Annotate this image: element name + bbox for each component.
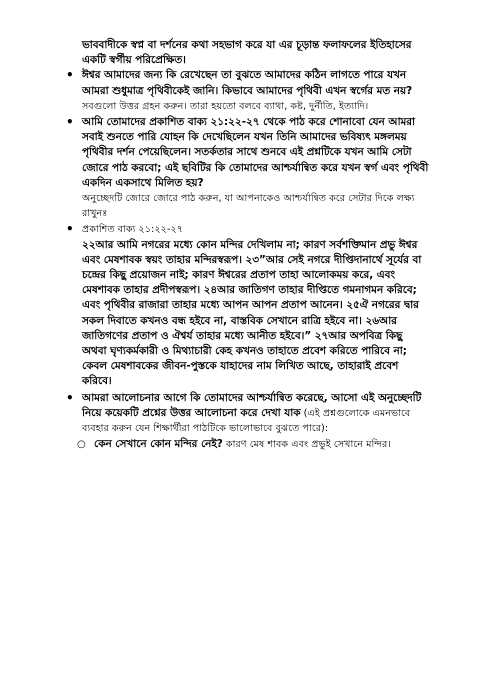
bullet-item-3 xyxy=(66,222,429,389)
bullet-instruction: সবগুলো উত্তর গ্রহন করুন। তারা হয়তো বলবে ব্যাথা, কষ্ট, দুর্নীতি, ইত্যাদি। xyxy=(82,100,369,112)
scripture-passage: ২২আর আমি নগরের মধ্যে কোন মন্দির দেখিলাম না; কারণ সর্বশক্তিমান প্রভু ঈশ্বর এবং মেষশাবক স্বয়ং তাহার মন্দিরস্বরূপ। ২৩”আর সেই নগরে দীপ্তিদানার্থে সূর্যের বা চন্দ্রের কিছু প্রয়োজন নাই; কারণ ঈশ্বরের প্রতাপ তাহা আলোকময় করে, এবং মেষশাবক তাহার প্রদীপস্বরূপ। ২৪আর জাতিগণ তাহার দীপ্তিতে গমনাগমন করিবে; এবং পৃথিবীর রাজারা তাহার মধ্যে আপন আপন প্রতাপ আনেন। ২৫ঐ নগরের দ্বার সকল দিবাতে কখনও বন্ধ হইবে না, বাস্তবিক সেখানে রাত্রি হইবে না। ২৬আর জাতিগণের প্রতাপ ও ঐশ্বর্য তাহার মধ্যে আনীত হইবে।” ২৭আর অপবিত্র কিছু অথবা ঘৃণ্যকর্মকারী ও মিথ্যাচারী কেহ কখনও তাহাতে প্রবেশ করিতে পারিবে না; কেবল মেষশাবকের জীবন-পুস্তকে যাহাদের নাম লিখিত আছে, তাহারাই প্রবেশ করিবে। xyxy=(82,238,422,388)
discussion-answer: কারণ মেষ শাবক এবং প্রভুই সেখানে মন্দির। xyxy=(222,439,391,451)
bullet-text xyxy=(82,391,429,437)
bullet-marker: • xyxy=(66,115,74,130)
intro-paragraph: ভাববাদীকে স্বপ্ন বা দর্শনের কথা সহভাগ করে যা এর চূড়ান্ত ফলাফলের ইতিহাসের একটি স্বর্গীয় পরিপ্রেক্ষিত। xyxy=(82,39,412,67)
bullet-item-2 xyxy=(66,115,429,221)
bullet-lead: আমি তোমাদের প্রকাশিত বাক্য ২১:২২-২৭ থেকে পাঠ করে শোনাবো যেন আমরা সবাই শুনতে পারি যোহন কি দেখেছিলেন যখন তিনি আমাদের ভবিষ্যৎ মঙ্গলময় পৃথিবীর দর্শন পেয়েছিলেন। সতর্কতার সাথে শুনবে এই প্রশ্নটিকে যখন আমি সেটা জোরে পাঠ করবো; এই ছবিটির কি তোমাদের আশ্চর্যান্বিত করে যখন স্বর্গ এবং পৃথিবী একদিন একসাথে মিলিত হয়? xyxy=(82,116,429,189)
bullet-item-1 xyxy=(66,68,429,114)
bullet-lead: ঈশ্বর আমাদের জন্য কি রেখেছেন তা বুঝতে আমাদের কঠিন লাগতে পারে যখন আমরা শুধুমাত্র পৃথিবীকেই জানি। কিভাবে আমাদের পৃথিবী এখন স্বর্গের মত নয়? xyxy=(82,69,413,97)
bullet-marker: • xyxy=(66,390,74,405)
bullet-marker: • xyxy=(66,68,74,83)
bullet-instruction: অনুচ্ছেদটি জোরে জোরে পাঠ করুন, যা আপনাকেও আশ্চর্যান্বিত করে সেটার দিকে লক্ষ্য রাখুনঃ xyxy=(82,193,415,220)
scripture-reference: প্রকাশিত বাক্য ২১:২২-২৭ xyxy=(82,224,184,236)
bullet-marker: • xyxy=(66,222,74,237)
discussion-question: কেন সেখানে কোন মন্দির নেই? xyxy=(94,438,223,451)
sub-bullet-marker: ○ xyxy=(77,439,86,451)
bullet-item-4 xyxy=(66,390,429,453)
sub-item-1 xyxy=(77,437,429,452)
bullet-text xyxy=(82,68,429,114)
bullet-instruction: (এই প্রশ্নগুলোকে এমনভাবে ব্যবহার করুন যেন শিক্ষার্থীরা পাঠটিকে ভালোভাবে বুঝতে পারে): xyxy=(82,407,411,435)
sub-item-text xyxy=(94,437,429,452)
bullet-lead: আমরা আলোচনার আগে কি তোমাদের আশ্চর্যান্বিত করেছে, আসো এই অনুচ্ছেদটি নিয়ে কয়েকটি প্রশ্নের উত্তর আলোচনা করে দেখা যাক xyxy=(82,391,422,419)
